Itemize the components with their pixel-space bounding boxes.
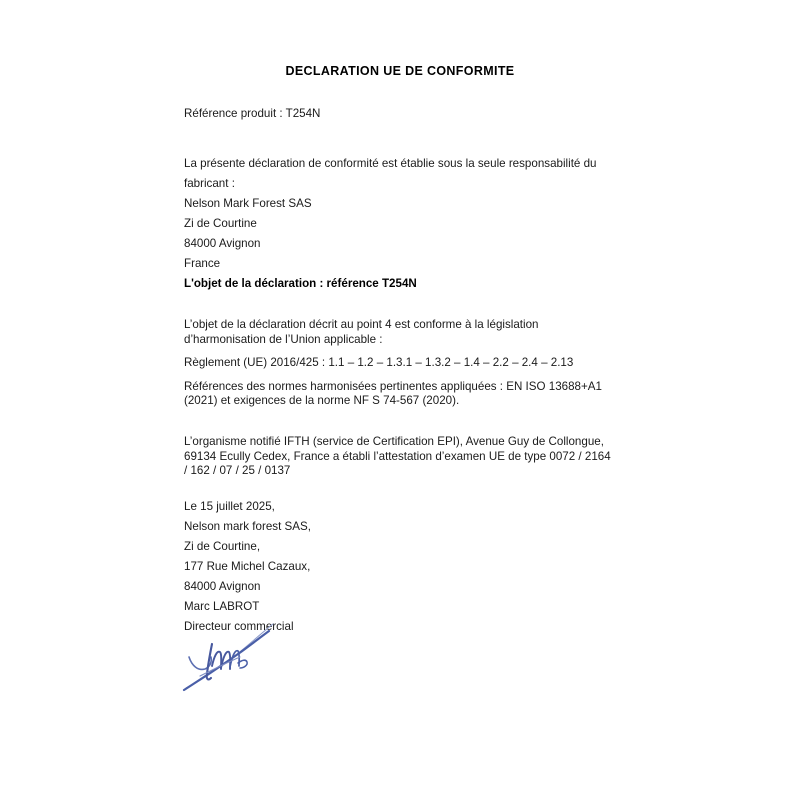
manufacturer-country: France: [184, 257, 221, 270]
object-of-declaration: L'objet de la déclaration : référence T254N: [184, 277, 417, 290]
signature-street2: 177 Rue Michel Cazaux,: [184, 559, 311, 573]
signature-company: Nelson mark forest SAS,: [184, 519, 311, 533]
manufacturer-company: Nelson Mark Forest SAS: [184, 197, 312, 210]
spacer: [184, 347, 616, 356]
spacer: [184, 294, 616, 318]
signature-postal-city: 84000 Avignon: [184, 579, 261, 593]
spacer: [184, 124, 616, 154]
manufacturer-street: Zi de Courtine: [184, 217, 257, 230]
signatory-name: Marc LABROT: [184, 599, 260, 613]
harmonised-standards: Références des normes harmonisées pertinentes appliquées : EN ISO 13688+A1 (2021) et exigences de la norme NF S 74-567 (2020).: [184, 379, 602, 408]
handwritten-signature: [176, 608, 286, 696]
signatory-title: Directeur commercial: [184, 619, 294, 633]
regulation-line: Règlement (UE) 2016/425 : 1.1 – 1.2 – 1.3.1 – 1.3.2 – 1.4 – 2.2 – 2.4 – 2.13: [184, 356, 574, 370]
manufacturer-statement: La présente déclaration de conformité est établie sous la seule responsabilité du fabricant :: [184, 157, 600, 190]
product-reference-line: Référence produit : T254N: [184, 107, 321, 120]
conformity-paragraph: L’objet de la déclaration décrit au point 4 est conforme à la législation d’harmonisation de l’Union applicable :: [184, 318, 539, 346]
page-title: DECLARATION UE DE CONFORMITE: [285, 64, 515, 78]
spacer: [184, 479, 616, 497]
notified-body-paragraph: L’organisme notifié IFTH (service de Certification EPI), Avenue Guy de Collongue, 69134 Ecully Cedex, France a établi l’attestation d’examen UE de type 0072 / 2164 / 162 / 07 / 25 / 0137: [184, 434, 611, 478]
signature-date-line: Le 15 juillet 2025,: [184, 499, 275, 513]
document-body: [184, 104, 616, 637]
manufacturer-postal-city: 84000 Avignon: [184, 237, 261, 250]
spacer: [184, 371, 616, 380]
signature-street: Zi de Courtine,: [184, 539, 261, 553]
spacer: [184, 409, 616, 435]
